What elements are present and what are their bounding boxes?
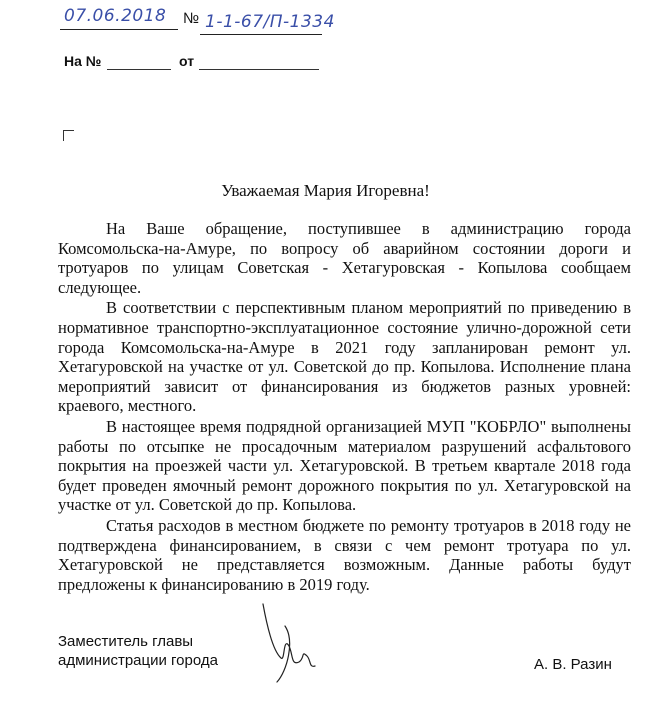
letter-body (58, 219, 631, 595)
handwritten-signature (255, 596, 335, 686)
ref-number-label: На № (64, 53, 102, 69)
handwritten-number: 1-1-67/П-1334 (205, 12, 335, 32)
handwritten-date: 07.06.2018 (64, 6, 167, 26)
paragraph-4: Статья расходов в местном бюджете по ремонту тротуаров в 2018 году не подтверждена финансированием, в связи с чем ремонт тротуара по ул. Хетагуровской не представляется возможным. Данные работы будут предложены к финансированию в 2019 году. (58, 515, 631, 594)
paragraph-1: На Ваше обращение, поступившее в администрацию города Комсомольска-на-Амуре, по вопросу об аварийном состоянии дороги и тротуаров по улицам Советская - Хетагуровская - Копылова сообщаем следующее. (58, 219, 631, 297)
paragraph-2: В соответствии с перспективным планом мероприятий по приведению в нормативное транспортно-эксплуатационное состояние улично-дорожной сети города Комсомольска-на-Амуре в 2021 году запланирован ремонт ул. Хетагуровской на участке от ул. Советской до пр. Копылова. Исполнение плана мероприятий зависит от финансирования из бюджетов разных уровней: краевого, местного. (58, 298, 631, 416)
ref-date-blank (199, 69, 319, 70)
number-sign: № (183, 10, 200, 27)
ref-number-blank (107, 69, 171, 70)
paragraph-3: В настоящее время подрядной организацией МУП "КОБРЛО" выполнены работы по отсыпке не просадочным материалом разрушений асфальтового покрытия на проезжей части ул. Хетагуровской. В третьем квартале 2018 года будет проведен ямочный ремонт дорожного покрытия по ул. Хетагуровской на участке от ул. Советской до пр. Копылова. (58, 416, 631, 515)
date-underline (60, 29, 178, 30)
signatory-title (58, 632, 218, 670)
address-corner-mark (63, 130, 74, 141)
signatory-title-line2: администрации города (58, 652, 218, 669)
number-underline (200, 34, 322, 35)
greeting: Уважаемая Мария Игоревна! (221, 181, 430, 200)
ref-date-label: от (179, 53, 195, 69)
signatory-title-line1: Заместитель главы (58, 633, 194, 650)
signatory-name: А. В. Разин (534, 656, 612, 673)
